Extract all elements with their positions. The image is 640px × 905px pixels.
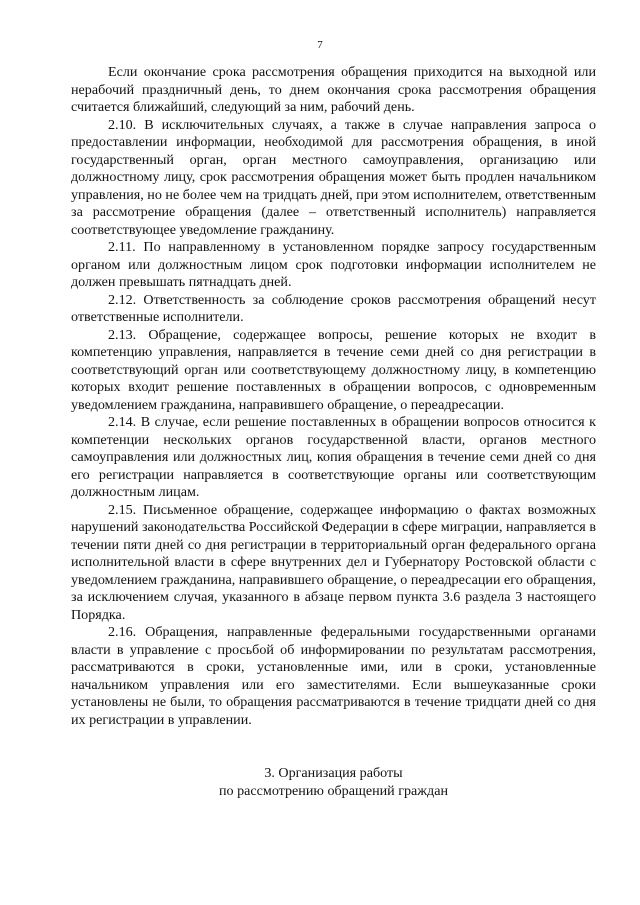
section-heading-subtitle: по рассмотрению обращений граждан (218, 783, 449, 799)
paragraph-deadline-weekend: Если окончание срока рассмотрения обращения приходится на выходной или нерабочий праздничный день, то днем окончания срока рассмотрения обращения считается ближайший, следующий за ним, рабочий день. (71, 64, 596, 115)
section-heading (71, 764, 596, 800)
paragraph-2-16: 2.16. Обращения, направленные федеральными государственными органами власти в управление с просьбой об информировании по результатам рассмотрения, рассматриваются в сроки, установленные ими, или в сроки, установленные начальником управления или его заместителями. Если вышеуказанные сроки установлены не были, то обращения рассматриваются в течение тридцати дней со дня их регистрации в управлении. (71, 624, 596, 728)
section-heading-title: 3. Организация работы (264, 765, 403, 781)
paragraph-2-15: 2.15. Письменное обращение, содержащее информацию о фактах возможных нарушений законодательства Российской Федерации в сфере миграции, направляется в течении пяти дней со дня регистрации в территориальный орган федерального органа исполнительной власти в сфере внутренних дел и Губернатору Ростовской области с уведомлением гражданина, направившего обращение, о переадресации его обращения, за исключением случая, указанного в абзаце первом пункта 3.6 раздела 3 настоящего Порядка. (71, 501, 596, 623)
document-body (71, 64, 596, 800)
paragraph-2-12: 2.12. Ответственность за соблюдение сроков рассмотрения обращений несут ответственные исполнители. (71, 291, 596, 325)
page-number: 7 (317, 39, 323, 51)
paragraph-2-13: 2.13. Обращение, содержащее вопросы, решение которых не входит в компетенцию управления, направляется в течение семи дней со дня регистрации в соответствующий орган или соответствующему должностному лицу, в компетенцию которых входит решение поставленных в обращении вопросов, с одновременным уведомлением гражданина, направившего обращение, о переадресации. (71, 326, 596, 413)
paragraph-2-11: 2.11. По направленному в установленном порядке запросу государственным органом или должностным лицом срок подготовки информации исполнителем не должен превышать пятнадцать дней. (71, 239, 596, 290)
paragraph-2-10: 2.10. В исключительных случаях, а также в случае направления запроса о предоставлении информации, необходимой для рассмотрения обращения, в иной государственный орган, орган местного самоуправления, организацию или должностному лицу, срок рассмотрения обращения может быть продлен начальником управления, но не более чем на тридцать дней, при этом исполнителем, ответственным за рассмотрение обращения (далее – ответственный исполнитель) направляется соответствующее уведомление гражданину. (71, 116, 596, 238)
paragraph-2-14: 2.14. В случае, если решение поставленных в обращении вопросов относится к компетенции нескольких органов государственной власти, органов местного самоуправления или должностных лиц, копия обращения в течение семи дней со дня его регистрации направляется в соответствующие органы или соответствующим должностным лицам. (71, 414, 596, 500)
